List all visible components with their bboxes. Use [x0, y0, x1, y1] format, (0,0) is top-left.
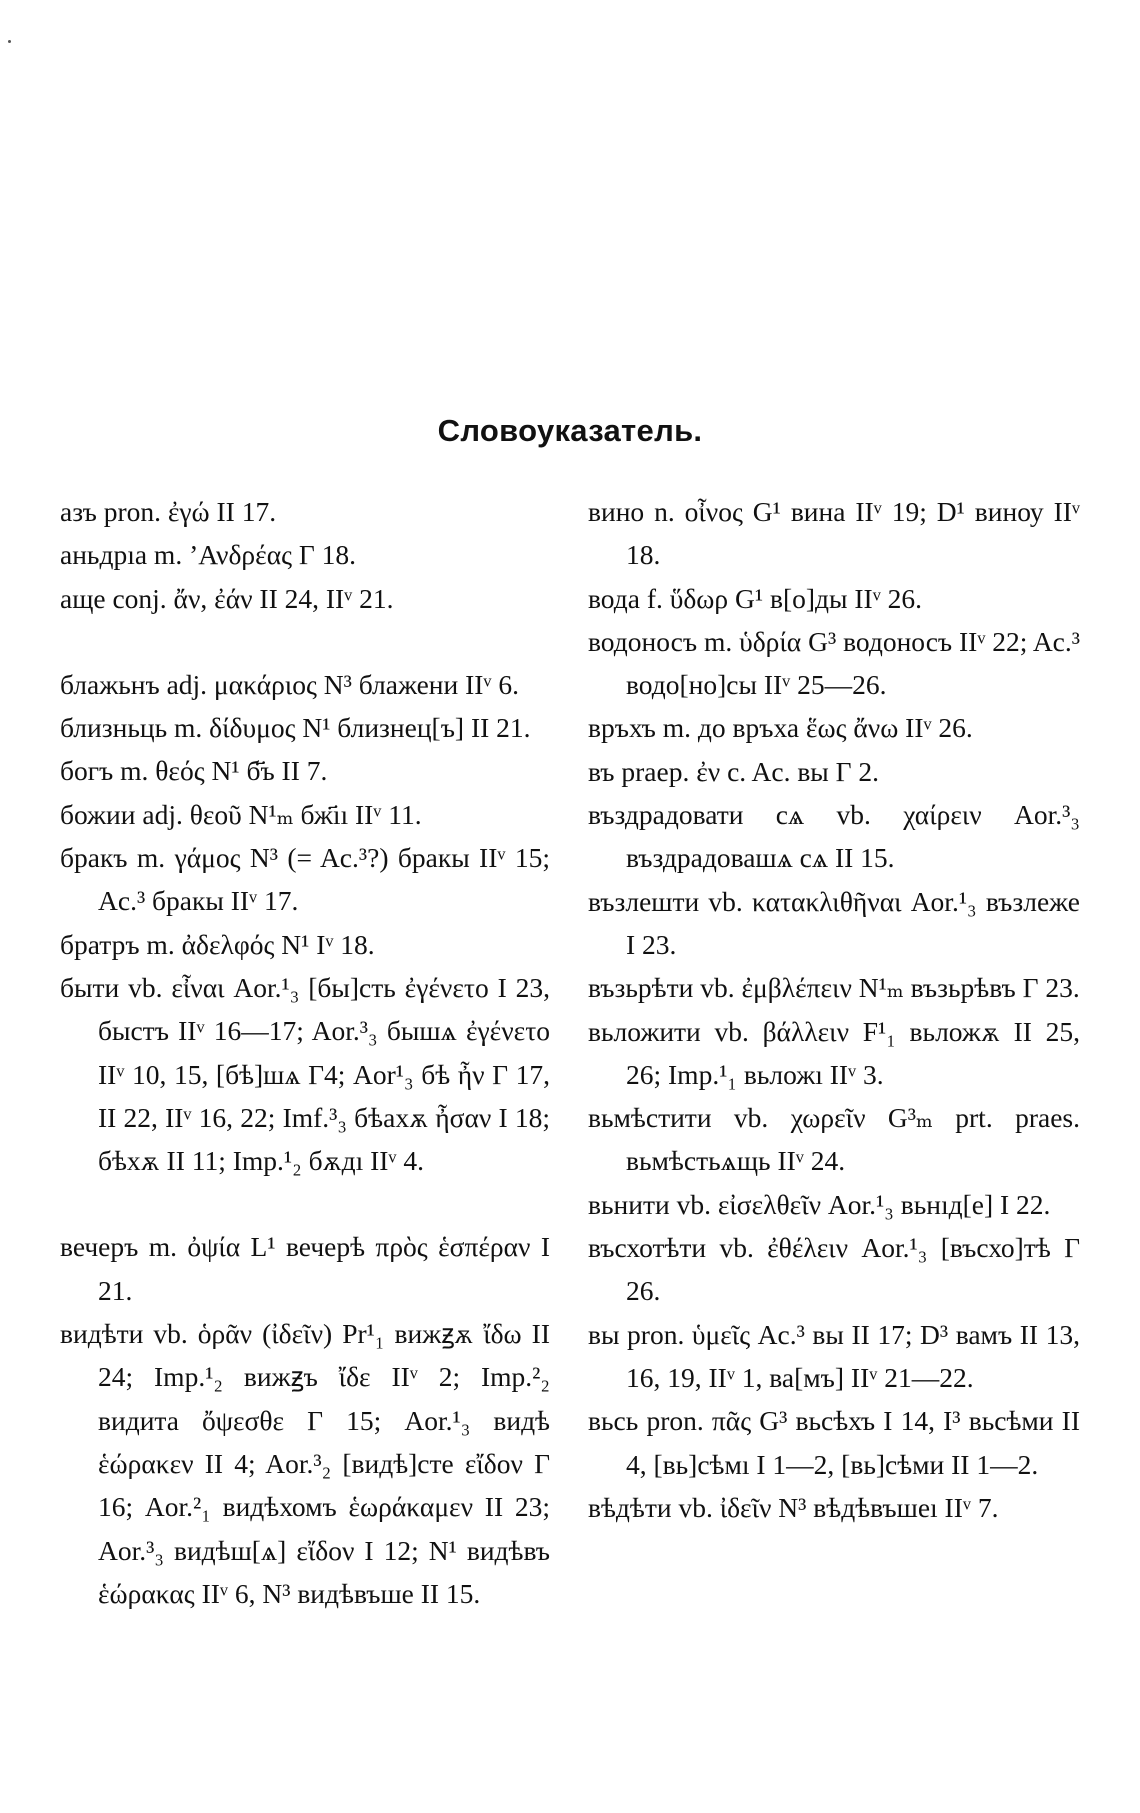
section-gap — [60, 620, 550, 663]
index-entry: въсхотѣти vb. ἐθέλειν Aor.¹₃ [въсхо]тѣ Γ 26. — [588, 1232, 1080, 1307]
index-entry: аньдрıа m. ’Ανδρέας Γ 18. — [60, 539, 357, 571]
index-entry: близньць m. δίδυμος N¹ близнец[ъ] II 21. — [60, 712, 531, 744]
section-gap — [60, 1182, 550, 1225]
index-entry: вы pron. ὑμεῖς Ac.³ вы II 17; D³ вамъ II 13, 16, 19, IIᵛ 1, ва[мъ] IIᵛ 21—22. — [588, 1318, 1080, 1393]
index-entry: богъ m. θεός N¹ б҃ъ II 7. — [60, 755, 328, 787]
index-entry: братръ m. ἀδελφός N¹ Iᵛ 18. — [60, 928, 375, 960]
index-entry: азъ pron. ἐγώ II 17. — [60, 496, 277, 527]
index-entry: вьсь pron. πᾶς G³ вьсѣхъ I 14, I³ вьсѣми II 4, [вь]сѣмı I 1—2, [вь]сѣми II 1—2. — [588, 1405, 1080, 1480]
index-entry: вода f. ὕδωρ G¹ в[о]ды IIᵛ 26. — [588, 582, 923, 614]
index-entry: блажьнъ adj. μακάριος N³ блажени IIᵛ 6. — [60, 668, 520, 700]
index-entry: вечеръ m. ὀψία L¹ вечерѣ πρὸς ἑσπέραν I 21. — [60, 1231, 550, 1306]
index-entry: вѣдѣти vb. ἰδεῖν N³ вѣдѣвъшеı IIᵛ 7. — [588, 1491, 999, 1523]
index-entry: възьрѣти vb. ἐμβλέπειν N¹ₘ възьрѣвъ Γ 23. — [588, 972, 1080, 1004]
index-entry: връхъ m. до връха ἕως ἄνω IIᵛ 26. — [588, 712, 973, 744]
index-entry: быти vb. εἶναι Aor.¹₃ [бы]сть ἐγένετο I 23, быстъ IIᵛ 16—17; Aor.³₃ бышѧ ἐγένετο IIᵛ 10, 15, [бѣ]шѧ Γ4; Aor¹₃ бѣ ἦν Γ 17, II 22, IIᵛ 16, 22; Imf.³₃ бѣахѫ ἦσαν I 18; бѣхѫ II 11; Imp.¹₂ бѫдı IIᵛ 4. — [60, 971, 550, 1177]
index-entry: видѣти vb. ὁρᾶν (ἰδεῖν) Pr¹₁ вижꙃѫ ἴδω II 24; Imp.¹₂ вижꙃъ ἴδε IIᵛ 2; Imp.²₂ видита ὄψεσθε Γ 15; Aor.¹₃ видѣ ἑώρακεν II 4; Aor.³₂ [видѣ]сте εἴδον Γ 16; Aor.²₁ видѣхомъ ἑωράκαμεν II 23; Aor.³₃ видѣш[ѧ] εἴδον I 12; N¹ видѣвъ ἑώρακας IIᵛ 6, N³ видѣвъше II 15. — [60, 1318, 550, 1609]
right-column — [588, 490, 1080, 1529]
index-entry: божии adj. θεοῦ N¹ₘ бж҃ıı IIᵛ 11. — [60, 798, 422, 830]
index-entry: вьложити vb. βάλλειν F¹₁ вьложѫ II 25, 26; Imp.¹₁ вьложı IIᵛ 3. — [588, 1015, 1080, 1090]
index-entry: въздрадовати сѧ vb. χαίρειν Aor.³₃ въздрадовашѧ сѧ II 15. — [588, 799, 1080, 874]
index-entry: вьнити vb. εἰσελθεῖν Aor.¹₃ вьнıд[е] I 22. — [588, 1188, 1051, 1220]
page-title: Словоуказатель. — [437, 413, 703, 448]
index-entry: аще conj. ἄν, ἐάν II 24, IIᵛ 21. — [60, 582, 394, 614]
index-entry: водоносъ m. ὑδρία G³ водоносъ IIᵛ 22; Ac.³ водо[но]сы IIᵛ 25—26. — [588, 625, 1080, 701]
paper-speck — [8, 40, 11, 43]
index-entry: вино n. οἶνος G¹ вина IIᵛ 19; D¹ виноу IIᵛ 18. — [588, 496, 1080, 571]
index-entry: бракъ m. γάμος N³ (= Ac.³?) бракы IIᵛ 15; Ac.³ бракы IIᵛ 17. — [60, 842, 550, 917]
index-entry: вьмѣстити vb. χωρεῖν G³ₘ prt. praes. вьмѣстьѧщь IIᵛ 24. — [588, 1102, 1080, 1177]
left-column — [60, 490, 550, 1615]
index-entry: възлешти vb. κατακλιθῆναι Aor.¹₃ възлеже I 23. — [588, 885, 1080, 960]
index-entry: въ praep. ἐν c. Ac. вы Γ 2. — [588, 755, 880, 787]
